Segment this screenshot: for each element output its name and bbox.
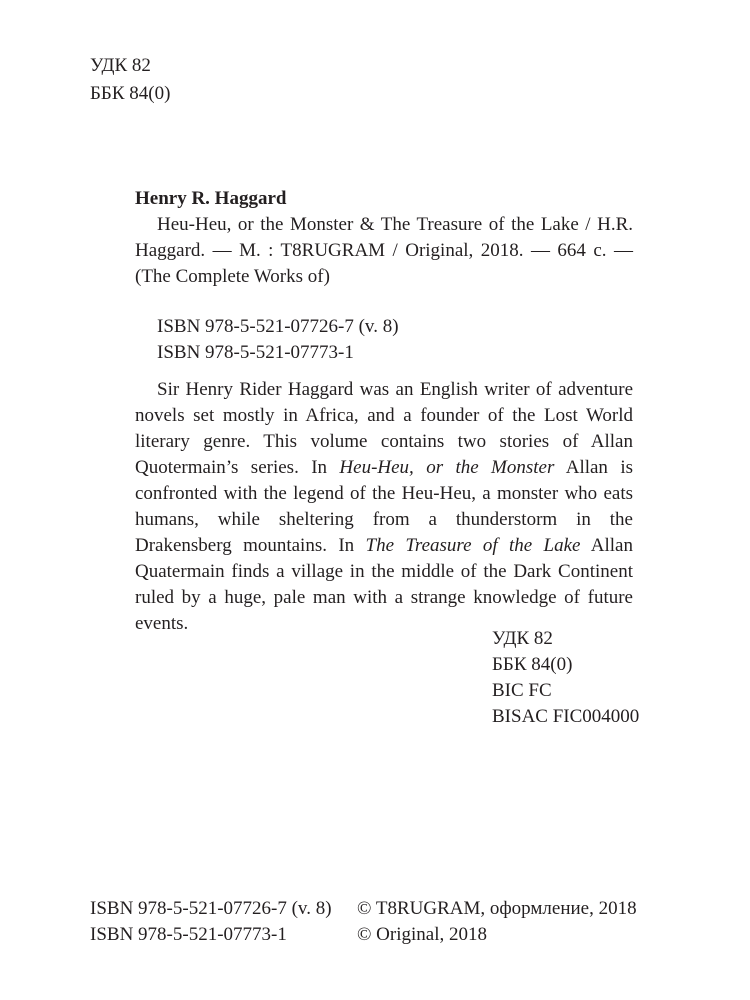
bisac-code: BISAC FIC004000	[492, 706, 640, 727]
abstract-text-3: Allan Quatermain finds a village in the middle of the Dark Continent ruled by a huge, pale man with a strange knowledge of future events.	[135, 535, 633, 634]
abstract-title-2: The Treasure of the Lake	[365, 535, 581, 556]
abstract-text-1: Sir Henry Rider Haggard was an English writer of adventure novels set mostly in Africa, and a founder of the Lost World literary genre. This volume contains two stories of Allan Quotermain’s series. In	[135, 379, 633, 478]
author-name: Henry R. Haggard	[135, 188, 287, 209]
bic-code: BIC FC	[492, 680, 552, 701]
isbn-list	[135, 314, 633, 366]
isbn-volume: ISBN 978-5-521-07726-7 (v. 8)	[90, 898, 332, 919]
udk-code: УДК 82	[90, 55, 151, 76]
copyright-notices	[357, 896, 637, 948]
book-abstract	[135, 377, 633, 637]
copyright-original: © Original, 2018	[357, 924, 488, 945]
bbk-code: ББК 84(0)	[492, 654, 573, 675]
abstract-text-2: Allan is confronted with the legend of the Heu-Heu, a monster who eats humans, while sheltering from a thunderstorm in the Drakensberg mountains. In	[135, 457, 633, 556]
bibliographic-citation: Heu-Heu, or the Monster & The Treasure of the Lake / H.R. Haggard. — M. : T8RUGRAM / Original, 2018. — 664 с. — (The Complete Works of)	[135, 214, 633, 287]
copyright-design: © T8RUGRAM, оформление, 2018	[357, 898, 637, 919]
bbk-code: ББК 84(0)	[90, 83, 171, 104]
udk-code: УДК 82	[492, 628, 553, 649]
isbn-volume: ISBN 978-5-521-07726-7 (v. 8)	[157, 316, 399, 337]
header-codes	[90, 52, 170, 108]
catalog-record	[135, 186, 633, 366]
footer-isbn-list	[90, 896, 332, 948]
classification-codes	[492, 626, 639, 730]
abstract-title-1: Heu-Heu, or the Monster	[339, 457, 555, 478]
isbn-set: ISBN 978-5-521-07773-1	[90, 924, 287, 945]
isbn-set: ISBN 978-5-521-07773-1	[157, 342, 354, 363]
